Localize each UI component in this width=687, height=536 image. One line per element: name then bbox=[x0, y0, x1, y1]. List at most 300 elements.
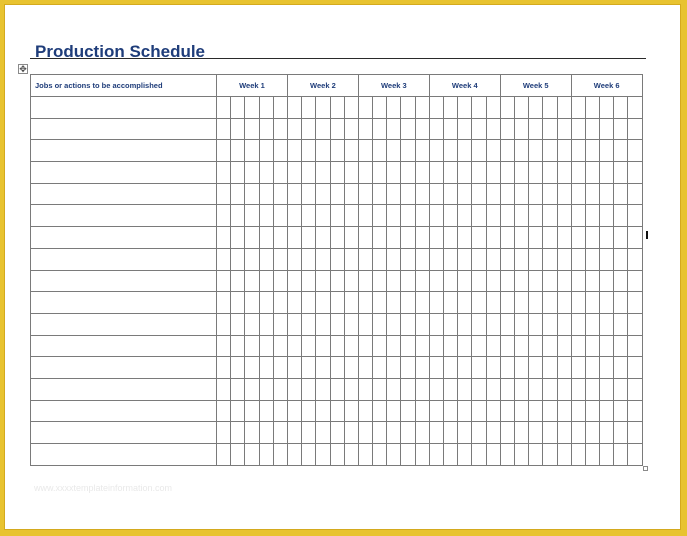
day-cell[interactable] bbox=[415, 140, 429, 162]
day-cell[interactable] bbox=[330, 400, 344, 422]
day-cell[interactable] bbox=[415, 335, 429, 357]
day-cell[interactable] bbox=[472, 422, 486, 444]
day-cell[interactable] bbox=[500, 357, 514, 379]
day-cell[interactable] bbox=[486, 378, 500, 400]
day-cell[interactable] bbox=[472, 205, 486, 227]
day-cell[interactable] bbox=[217, 444, 231, 466]
day-cell[interactable] bbox=[557, 97, 571, 119]
day-cell[interactable] bbox=[217, 205, 231, 227]
day-cell[interactable] bbox=[287, 205, 301, 227]
day-cell[interactable] bbox=[486, 140, 500, 162]
day-cell[interactable] bbox=[273, 378, 287, 400]
day-cell[interactable] bbox=[245, 205, 259, 227]
day-cell[interactable] bbox=[557, 313, 571, 335]
day-cell[interactable] bbox=[287, 400, 301, 422]
day-cell[interactable] bbox=[514, 205, 528, 227]
day-cell[interactable] bbox=[344, 162, 358, 184]
day-cell[interactable] bbox=[600, 357, 614, 379]
day-cell[interactable] bbox=[472, 248, 486, 270]
day-cell[interactable] bbox=[557, 422, 571, 444]
day-cell[interactable] bbox=[231, 227, 245, 249]
day-cell[interactable] bbox=[585, 357, 599, 379]
day-cell[interactable] bbox=[401, 183, 415, 205]
day-cell[interactable] bbox=[585, 335, 599, 357]
day-cell[interactable] bbox=[514, 444, 528, 466]
day-cell[interactable] bbox=[472, 270, 486, 292]
day-cell[interactable] bbox=[415, 205, 429, 227]
day-cell[interactable] bbox=[344, 444, 358, 466]
day-cell[interactable] bbox=[302, 378, 316, 400]
day-cell[interactable] bbox=[500, 422, 514, 444]
day-cell[interactable] bbox=[486, 248, 500, 270]
day-cell[interactable] bbox=[316, 140, 330, 162]
day-cell[interactable] bbox=[273, 205, 287, 227]
day-cell[interactable] bbox=[429, 183, 443, 205]
day-cell[interactable] bbox=[231, 205, 245, 227]
day-cell[interactable] bbox=[231, 313, 245, 335]
day-cell[interactable] bbox=[373, 313, 387, 335]
day-cell[interactable] bbox=[245, 335, 259, 357]
day-cell[interactable] bbox=[287, 422, 301, 444]
day-cell[interactable] bbox=[472, 335, 486, 357]
day-cell[interactable] bbox=[571, 118, 585, 140]
day-cell[interactable] bbox=[287, 378, 301, 400]
day-cell[interactable] bbox=[217, 378, 231, 400]
day-cell[interactable] bbox=[387, 357, 401, 379]
day-cell[interactable] bbox=[458, 444, 472, 466]
day-cell[interactable] bbox=[231, 378, 245, 400]
day-cell[interactable] bbox=[543, 292, 557, 314]
day-cell[interactable] bbox=[344, 248, 358, 270]
day-cell[interactable] bbox=[444, 444, 458, 466]
day-cell[interactable] bbox=[500, 118, 514, 140]
day-cell[interactable] bbox=[458, 140, 472, 162]
day-cell[interactable] bbox=[557, 400, 571, 422]
day-cell[interactable] bbox=[273, 335, 287, 357]
day-cell[interactable] bbox=[259, 335, 273, 357]
day-cell[interactable] bbox=[514, 292, 528, 314]
day-cell[interactable] bbox=[415, 270, 429, 292]
day-cell[interactable] bbox=[330, 444, 344, 466]
day-cell[interactable] bbox=[217, 357, 231, 379]
day-cell[interactable] bbox=[500, 444, 514, 466]
day-cell[interactable] bbox=[571, 140, 585, 162]
day-cell[interactable] bbox=[486, 270, 500, 292]
job-cell[interactable] bbox=[31, 140, 217, 162]
day-cell[interactable] bbox=[472, 118, 486, 140]
day-cell[interactable] bbox=[486, 313, 500, 335]
day-cell[interactable] bbox=[571, 248, 585, 270]
day-cell[interactable] bbox=[600, 444, 614, 466]
day-cell[interactable] bbox=[287, 227, 301, 249]
day-cell[interactable] bbox=[330, 248, 344, 270]
day-cell[interactable] bbox=[373, 118, 387, 140]
day-cell[interactable] bbox=[358, 292, 372, 314]
day-cell[interactable] bbox=[444, 292, 458, 314]
day-cell[interactable] bbox=[628, 357, 642, 379]
day-cell[interactable] bbox=[217, 248, 231, 270]
day-cell[interactable] bbox=[458, 248, 472, 270]
day-cell[interactable] bbox=[514, 183, 528, 205]
day-cell[interactable] bbox=[373, 205, 387, 227]
day-cell[interactable] bbox=[600, 140, 614, 162]
day-cell[interactable] bbox=[245, 118, 259, 140]
day-cell[interactable] bbox=[486, 292, 500, 314]
day-cell[interactable] bbox=[231, 97, 245, 119]
day-cell[interactable] bbox=[273, 183, 287, 205]
day-cell[interactable] bbox=[387, 270, 401, 292]
day-cell[interactable] bbox=[245, 183, 259, 205]
day-cell[interactable] bbox=[316, 292, 330, 314]
day-cell[interactable] bbox=[628, 97, 642, 119]
day-cell[interactable] bbox=[344, 97, 358, 119]
day-cell[interactable] bbox=[287, 270, 301, 292]
day-cell[interactable] bbox=[273, 313, 287, 335]
day-cell[interactable] bbox=[500, 140, 514, 162]
day-cell[interactable] bbox=[259, 183, 273, 205]
day-cell[interactable] bbox=[486, 335, 500, 357]
day-cell[interactable] bbox=[330, 378, 344, 400]
day-cell[interactable] bbox=[557, 118, 571, 140]
day-cell[interactable] bbox=[401, 227, 415, 249]
day-cell[interactable] bbox=[387, 335, 401, 357]
day-cell[interactable] bbox=[302, 227, 316, 249]
day-cell[interactable] bbox=[358, 140, 372, 162]
day-cell[interactable] bbox=[614, 140, 628, 162]
day-cell[interactable] bbox=[543, 118, 557, 140]
day-cell[interactable] bbox=[472, 313, 486, 335]
job-cell[interactable] bbox=[31, 162, 217, 184]
day-cell[interactable] bbox=[344, 335, 358, 357]
day-cell[interactable] bbox=[358, 248, 372, 270]
day-cell[interactable] bbox=[373, 422, 387, 444]
day-cell[interactable] bbox=[429, 205, 443, 227]
day-cell[interactable] bbox=[614, 313, 628, 335]
day-cell[interactable] bbox=[401, 335, 415, 357]
day-cell[interactable] bbox=[259, 162, 273, 184]
day-cell[interactable] bbox=[571, 97, 585, 119]
day-cell[interactable] bbox=[415, 162, 429, 184]
day-cell[interactable] bbox=[529, 400, 543, 422]
day-cell[interactable] bbox=[245, 444, 259, 466]
day-cell[interactable] bbox=[217, 183, 231, 205]
day-cell[interactable] bbox=[514, 140, 528, 162]
day-cell[interactable] bbox=[231, 270, 245, 292]
day-cell[interactable] bbox=[600, 378, 614, 400]
day-cell[interactable] bbox=[571, 270, 585, 292]
day-cell[interactable] bbox=[302, 183, 316, 205]
day-cell[interactable] bbox=[429, 313, 443, 335]
day-cell[interactable] bbox=[273, 140, 287, 162]
day-cell[interactable] bbox=[600, 97, 614, 119]
day-cell[interactable] bbox=[231, 357, 245, 379]
day-cell[interactable] bbox=[387, 118, 401, 140]
day-cell[interactable] bbox=[401, 205, 415, 227]
day-cell[interactable] bbox=[614, 248, 628, 270]
day-cell[interactable] bbox=[231, 335, 245, 357]
day-cell[interactable] bbox=[217, 422, 231, 444]
day-cell[interactable] bbox=[557, 183, 571, 205]
day-cell[interactable] bbox=[415, 357, 429, 379]
day-cell[interactable] bbox=[444, 400, 458, 422]
day-cell[interactable] bbox=[245, 97, 259, 119]
day-cell[interactable] bbox=[529, 248, 543, 270]
day-cell[interactable] bbox=[458, 97, 472, 119]
day-cell[interactable] bbox=[444, 313, 458, 335]
day-cell[interactable] bbox=[358, 444, 372, 466]
day-cell[interactable] bbox=[514, 162, 528, 184]
day-cell[interactable] bbox=[273, 97, 287, 119]
day-cell[interactable] bbox=[316, 270, 330, 292]
day-cell[interactable] bbox=[514, 227, 528, 249]
day-cell[interactable] bbox=[557, 292, 571, 314]
day-cell[interactable] bbox=[330, 205, 344, 227]
day-cell[interactable] bbox=[358, 227, 372, 249]
day-cell[interactable] bbox=[628, 378, 642, 400]
day-cell[interactable] bbox=[571, 335, 585, 357]
day-cell[interactable] bbox=[514, 357, 528, 379]
day-cell[interactable] bbox=[543, 357, 557, 379]
day-cell[interactable] bbox=[287, 444, 301, 466]
day-cell[interactable] bbox=[429, 227, 443, 249]
day-cell[interactable] bbox=[614, 183, 628, 205]
day-cell[interactable] bbox=[529, 422, 543, 444]
day-cell[interactable] bbox=[302, 205, 316, 227]
day-cell[interactable] bbox=[344, 118, 358, 140]
day-cell[interactable] bbox=[273, 227, 287, 249]
day-cell[interactable] bbox=[273, 292, 287, 314]
day-cell[interactable] bbox=[543, 205, 557, 227]
day-cell[interactable] bbox=[472, 162, 486, 184]
day-cell[interactable] bbox=[500, 400, 514, 422]
day-cell[interactable] bbox=[628, 205, 642, 227]
day-cell[interactable] bbox=[628, 140, 642, 162]
day-cell[interactable] bbox=[543, 227, 557, 249]
day-cell[interactable] bbox=[486, 162, 500, 184]
day-cell[interactable] bbox=[401, 140, 415, 162]
day-cell[interactable] bbox=[287, 357, 301, 379]
day-cell[interactable] bbox=[330, 313, 344, 335]
day-cell[interactable] bbox=[358, 378, 372, 400]
day-cell[interactable] bbox=[500, 335, 514, 357]
day-cell[interactable] bbox=[628, 292, 642, 314]
day-cell[interactable] bbox=[486, 357, 500, 379]
day-cell[interactable] bbox=[585, 118, 599, 140]
job-cell[interactable] bbox=[31, 205, 217, 227]
day-cell[interactable] bbox=[217, 292, 231, 314]
day-cell[interactable] bbox=[628, 313, 642, 335]
day-cell[interactable] bbox=[302, 357, 316, 379]
day-cell[interactable] bbox=[330, 357, 344, 379]
day-cell[interactable] bbox=[614, 400, 628, 422]
day-cell[interactable] bbox=[628, 422, 642, 444]
day-cell[interactable] bbox=[458, 227, 472, 249]
day-cell[interactable] bbox=[585, 97, 599, 119]
day-cell[interactable] bbox=[358, 270, 372, 292]
day-cell[interactable] bbox=[259, 227, 273, 249]
day-cell[interactable] bbox=[330, 97, 344, 119]
day-cell[interactable] bbox=[245, 248, 259, 270]
day-cell[interactable] bbox=[387, 400, 401, 422]
day-cell[interactable] bbox=[458, 162, 472, 184]
day-cell[interactable] bbox=[259, 357, 273, 379]
day-cell[interactable] bbox=[358, 183, 372, 205]
day-cell[interactable] bbox=[514, 335, 528, 357]
day-cell[interactable] bbox=[543, 248, 557, 270]
day-cell[interactable] bbox=[344, 357, 358, 379]
day-cell[interactable] bbox=[585, 248, 599, 270]
day-cell[interactable] bbox=[245, 378, 259, 400]
day-cell[interactable] bbox=[600, 400, 614, 422]
day-cell[interactable] bbox=[259, 400, 273, 422]
day-cell[interactable] bbox=[543, 183, 557, 205]
day-cell[interactable] bbox=[514, 248, 528, 270]
day-cell[interactable] bbox=[543, 444, 557, 466]
day-cell[interactable] bbox=[614, 292, 628, 314]
day-cell[interactable] bbox=[217, 270, 231, 292]
day-cell[interactable] bbox=[628, 118, 642, 140]
day-cell[interactable] bbox=[287, 248, 301, 270]
day-cell[interactable] bbox=[529, 335, 543, 357]
day-cell[interactable] bbox=[614, 227, 628, 249]
day-cell[interactable] bbox=[444, 205, 458, 227]
day-cell[interactable] bbox=[358, 118, 372, 140]
job-cell[interactable] bbox=[31, 227, 217, 249]
day-cell[interactable] bbox=[387, 140, 401, 162]
day-cell[interactable] bbox=[444, 335, 458, 357]
day-cell[interactable] bbox=[330, 162, 344, 184]
day-cell[interactable] bbox=[543, 270, 557, 292]
job-cell[interactable] bbox=[31, 335, 217, 357]
day-cell[interactable] bbox=[401, 444, 415, 466]
day-cell[interactable] bbox=[302, 422, 316, 444]
day-cell[interactable] bbox=[486, 400, 500, 422]
day-cell[interactable] bbox=[302, 248, 316, 270]
day-cell[interactable] bbox=[614, 422, 628, 444]
day-cell[interactable] bbox=[500, 227, 514, 249]
day-cell[interactable] bbox=[444, 227, 458, 249]
job-cell[interactable] bbox=[31, 400, 217, 422]
day-cell[interactable] bbox=[557, 248, 571, 270]
day-cell[interactable] bbox=[458, 357, 472, 379]
day-cell[interactable] bbox=[585, 292, 599, 314]
day-cell[interactable] bbox=[585, 205, 599, 227]
day-cell[interactable] bbox=[486, 97, 500, 119]
day-cell[interactable] bbox=[330, 422, 344, 444]
day-cell[interactable] bbox=[500, 313, 514, 335]
day-cell[interactable] bbox=[316, 335, 330, 357]
day-cell[interactable] bbox=[628, 270, 642, 292]
day-cell[interactable] bbox=[373, 292, 387, 314]
job-cell[interactable] bbox=[31, 97, 217, 119]
day-cell[interactable] bbox=[373, 335, 387, 357]
day-cell[interactable] bbox=[273, 118, 287, 140]
day-cell[interactable] bbox=[231, 248, 245, 270]
day-cell[interactable] bbox=[486, 118, 500, 140]
day-cell[interactable] bbox=[614, 162, 628, 184]
day-cell[interactable] bbox=[557, 270, 571, 292]
day-cell[interactable] bbox=[231, 183, 245, 205]
day-cell[interactable] bbox=[600, 183, 614, 205]
job-cell[interactable] bbox=[31, 313, 217, 335]
day-cell[interactable] bbox=[401, 270, 415, 292]
day-cell[interactable] bbox=[429, 118, 443, 140]
day-cell[interactable] bbox=[557, 357, 571, 379]
day-cell[interactable] bbox=[330, 270, 344, 292]
day-cell[interactable] bbox=[500, 292, 514, 314]
day-cell[interactable] bbox=[373, 97, 387, 119]
day-cell[interactable] bbox=[529, 162, 543, 184]
day-cell[interactable] bbox=[585, 400, 599, 422]
day-cell[interactable] bbox=[387, 292, 401, 314]
day-cell[interactable] bbox=[585, 378, 599, 400]
day-cell[interactable] bbox=[330, 227, 344, 249]
day-cell[interactable] bbox=[529, 118, 543, 140]
day-cell[interactable] bbox=[458, 292, 472, 314]
day-cell[interactable] bbox=[259, 313, 273, 335]
day-cell[interactable] bbox=[514, 270, 528, 292]
day-cell[interactable] bbox=[529, 444, 543, 466]
day-cell[interactable] bbox=[500, 270, 514, 292]
day-cell[interactable] bbox=[529, 292, 543, 314]
day-cell[interactable] bbox=[330, 118, 344, 140]
day-cell[interactable] bbox=[600, 270, 614, 292]
day-cell[interactable] bbox=[571, 227, 585, 249]
day-cell[interactable] bbox=[571, 292, 585, 314]
day-cell[interactable] bbox=[628, 162, 642, 184]
day-cell[interactable] bbox=[529, 378, 543, 400]
day-cell[interactable] bbox=[344, 313, 358, 335]
day-cell[interactable] bbox=[358, 422, 372, 444]
day-cell[interactable] bbox=[273, 248, 287, 270]
day-cell[interactable] bbox=[600, 227, 614, 249]
day-cell[interactable] bbox=[500, 97, 514, 119]
day-cell[interactable] bbox=[259, 422, 273, 444]
day-cell[interactable] bbox=[543, 335, 557, 357]
day-cell[interactable] bbox=[614, 270, 628, 292]
day-cell[interactable] bbox=[316, 97, 330, 119]
day-cell[interactable] bbox=[486, 444, 500, 466]
day-cell[interactable] bbox=[387, 162, 401, 184]
day-cell[interactable] bbox=[444, 270, 458, 292]
day-cell[interactable] bbox=[472, 140, 486, 162]
day-cell[interactable] bbox=[287, 292, 301, 314]
day-cell[interactable] bbox=[344, 205, 358, 227]
day-cell[interactable] bbox=[287, 313, 301, 335]
day-cell[interactable] bbox=[401, 400, 415, 422]
day-cell[interactable] bbox=[429, 378, 443, 400]
day-cell[interactable] bbox=[344, 227, 358, 249]
job-cell[interactable] bbox=[31, 378, 217, 400]
day-cell[interactable] bbox=[217, 118, 231, 140]
day-cell[interactable] bbox=[273, 422, 287, 444]
day-cell[interactable] bbox=[259, 118, 273, 140]
day-cell[interactable] bbox=[514, 400, 528, 422]
day-cell[interactable] bbox=[458, 118, 472, 140]
day-cell[interactable] bbox=[273, 270, 287, 292]
day-cell[interactable] bbox=[444, 378, 458, 400]
day-cell[interactable] bbox=[415, 422, 429, 444]
day-cell[interactable] bbox=[429, 270, 443, 292]
day-cell[interactable] bbox=[259, 270, 273, 292]
day-cell[interactable] bbox=[415, 378, 429, 400]
day-cell[interactable] bbox=[500, 162, 514, 184]
day-cell[interactable] bbox=[571, 422, 585, 444]
day-cell[interactable] bbox=[571, 313, 585, 335]
day-cell[interactable] bbox=[245, 270, 259, 292]
day-cell[interactable] bbox=[543, 313, 557, 335]
day-cell[interactable] bbox=[401, 162, 415, 184]
